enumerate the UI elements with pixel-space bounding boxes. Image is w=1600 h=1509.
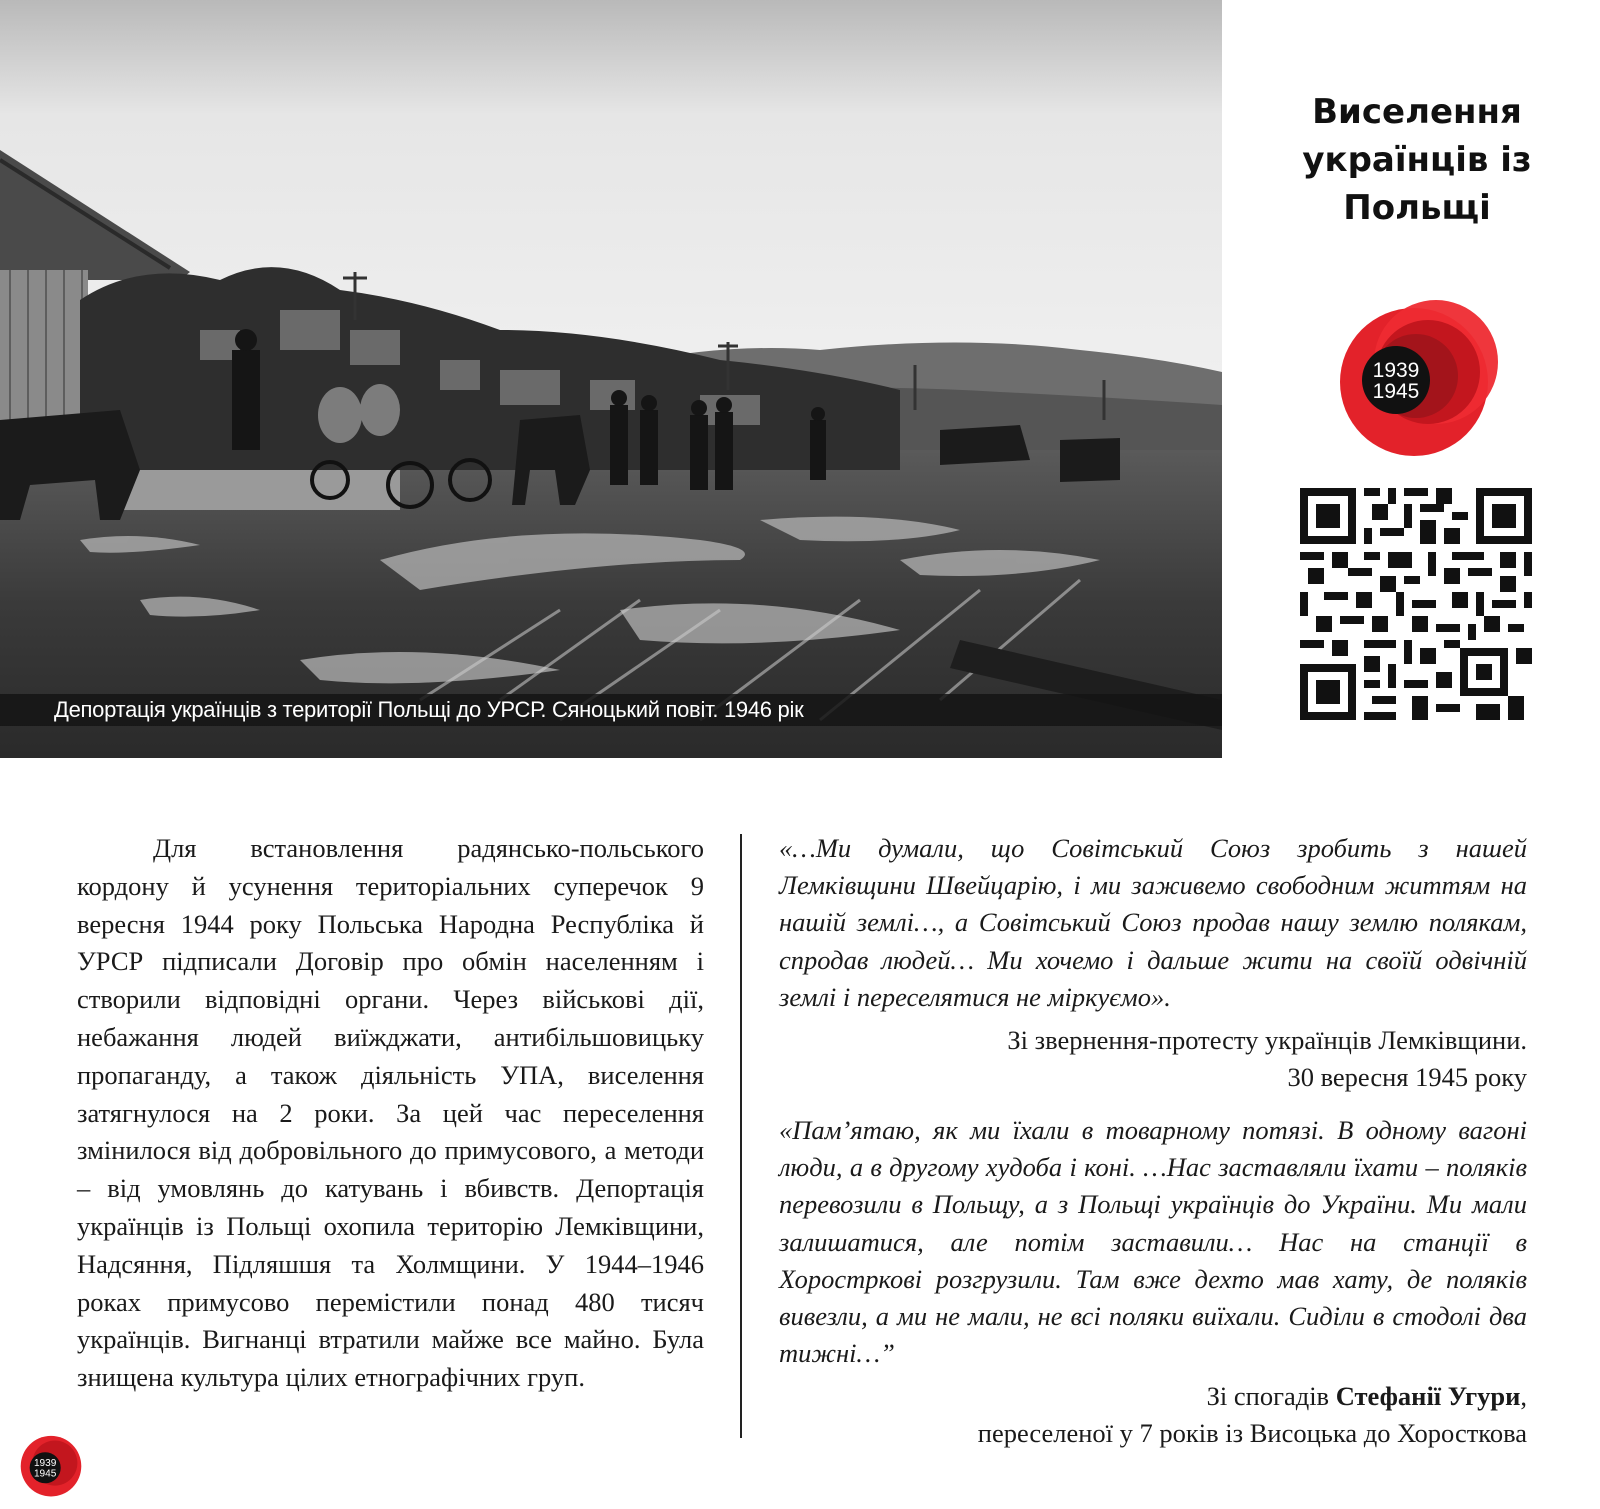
photo-caption-bar (0, 694, 1222, 726)
poppy-small-icon (18, 1432, 84, 1498)
quote-1-source (779, 1022, 1527, 1096)
quotes-column (779, 830, 1527, 1452)
qr-code-icon[interactable] (1300, 488, 1532, 720)
logo-year-start: 1939 (1372, 359, 1420, 382)
quote-2-source-line-1 (779, 1378, 1527, 1415)
quote-2-source-prefix: Зі спогадів (1206, 1381, 1336, 1412)
poppy-logo (1336, 290, 1506, 460)
poppy-icon (1336, 290, 1506, 460)
quote-2: «Пам’ятаю, як ми їхали в товарному потязі. В одному вагоні люди, а в другому худоба і коні. …Нас заставляли їхати – поляків перевозили в Польщу, а з Польщі українців до України. Ми мали залишатися, але потім заставили… Нас на станції в Хоростркові розгрузили. Там вже дехто мав хату, де поляків вивезли, а ми не мали, не всі поляки виїхали. Сиділи в стодолі два тижні…” (779, 1115, 1527, 1369)
title-line-2: українців із (1302, 140, 1532, 180)
quote-1-source-line-1: Зі звернення-протесту українців Лемківщини. (1007, 1025, 1527, 1056)
quote-1: «…Ми думали, що Совітський Союз зробить з нашей Лемківщини Швейцарію, і ми заживемо свободним життям на нашій землі…, а Совітський Союз продав нашу землю полякам, спродав людей… Ми хочемо і дальше жити на своїй одвічній землі і переселятися не міркуємо». (779, 833, 1527, 1012)
title-line-3: Польщі (1343, 188, 1491, 228)
quote-2-source-suffix: , (1520, 1381, 1527, 1412)
small-logo-year-start: 1939 (33, 1458, 57, 1470)
poppy-logo-small (18, 1432, 84, 1498)
column-divider (740, 834, 742, 1438)
photo-caption: Депортація українців з території Польщі до УРСР. Сяноцький повіт. 1946 рік (54, 697, 804, 722)
main-paragraph: Для встановлення радянсько-польського кордону й усунення територіальних суперечок 9 вересня 1944 року Польська Народна Республіка й УРСР підписали Договір про обмін населенням і створили відповідні органи. Через військові дії, небажання людей виїжджати, антибільшовицьку пропаганду, а також діяльність УПА, виселення затягнулося на 2 роки. За цей час переселення змінилося від добровільного до примусового, а методи – від умовлянь до катувань і вбивств. Депортація українців із Польщі охопила територію Лемківщини, Надсяння, Підляшшя та Холмщини. У 1944–1946 роках примусово перемістили понад 480 тисяч українців. Вигнанці втратили майже все майно. Була знищена культура цілих етнографічних груп. (77, 833, 704, 1393)
small-logo-year-end: 1945 (33, 1468, 57, 1480)
page-title (1262, 88, 1572, 232)
archival-photo (0, 0, 1222, 758)
quote-2-source-line-2: переселеної у 7 років із Висоцька до Хоросткова (977, 1418, 1527, 1449)
quote-2-source-name: Стефанії Угури (1335, 1381, 1521, 1412)
quote-2-source (779, 1378, 1527, 1452)
logo-year-end: 1945 (1372, 380, 1420, 403)
main-text-column (77, 830, 704, 1397)
title-line-1: Виселення (1312, 92, 1522, 132)
quote-1-source-line-2: 30 вересня 1945 року (1287, 1062, 1527, 1093)
